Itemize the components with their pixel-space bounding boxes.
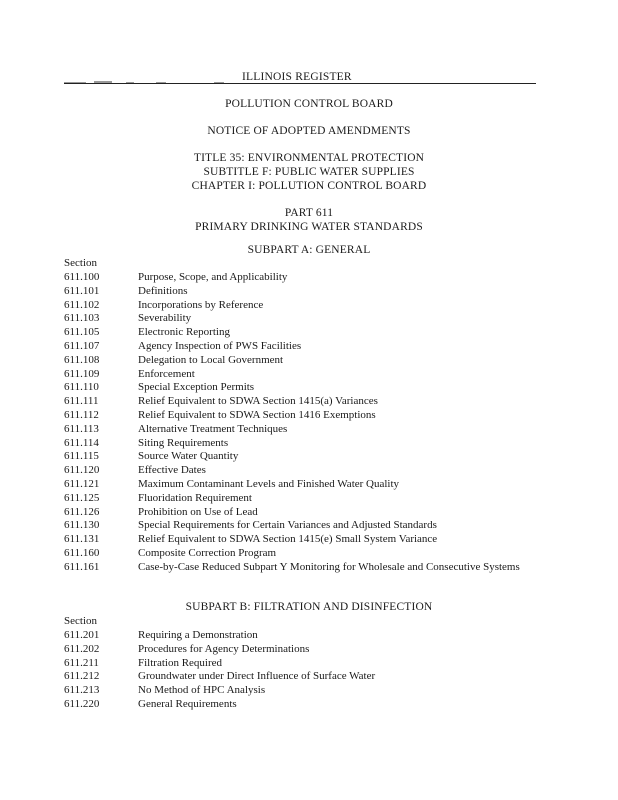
section-number: 611.121 [64, 477, 100, 490]
section-title: Siting Requirements [138, 436, 229, 449]
toc-row [64, 561, 564, 575]
section-number: 611.113 [64, 422, 99, 435]
section-title: Agency Inspection of PWS Facilities [138, 339, 302, 352]
toc-row [64, 478, 564, 492]
subpart-b-heading: SUBPART B: FILTRATION AND DISINFECTION [185, 601, 433, 613]
section-title: Delegation to Local Government [138, 353, 284, 366]
header-rule [64, 83, 536, 84]
section-title: Purpose, Scope, and Applicability [138, 271, 288, 283]
chapter-line: CHAPTER I: POLLUTION CONTROL BOARD [191, 180, 427, 192]
notice-title: NOTICE OF ADOPTED AMENDMENTS [207, 125, 411, 137]
section-title: Prohibition on Use of Lead [138, 505, 258, 518]
agency-name: POLLUTION CONTROL BOARD [225, 98, 393, 110]
toc-row [64, 492, 564, 506]
section-title: Relief Equivalent to SDWA Section 1416 Exemptions [138, 408, 376, 421]
toc-row [64, 450, 564, 464]
section-number: 611.102 [64, 298, 100, 311]
subtitle-line: SUBTITLE F: PUBLIC WATER SUPPLIES [203, 166, 415, 178]
part-number: PART 611 [284, 207, 334, 219]
toc-row [64, 326, 564, 340]
section-number: 611.131 [64, 533, 100, 546]
toc-row [64, 423, 564, 437]
section-number: 611.111 [64, 395, 99, 408]
title-line: TITLE 35: ENVIRONMENTAL PROTECTION [193, 152, 425, 164]
section-number: 611.161 [64, 560, 100, 573]
section-title: Case-by-Case Reduced Subpart Y Monitoring for Wholesale and Consecutive Systems [138, 560, 520, 573]
section-number: 611.109 [64, 367, 100, 380]
toc-row [64, 519, 564, 533]
section-number: 611.110 [64, 381, 99, 394]
section-title: Effective Dates [138, 464, 206, 477]
section-number: 611.160 [64, 546, 100, 559]
section-title: Electronic Reporting [138, 326, 230, 339]
section-number: 611.126 [64, 505, 100, 518]
section-title: Definitions [138, 284, 188, 297]
section-title: Filtration Required [138, 656, 223, 669]
toc-row [64, 340, 564, 354]
part-name: PRIMARY DRINKING WATER STANDARDS [195, 221, 423, 233]
toc-row [64, 437, 564, 451]
section-title: Requiring a Demonstration [138, 629, 258, 641]
section-title: Fluoridation Requirement [138, 491, 252, 504]
section-number: 611.212 [64, 670, 100, 683]
section-number: 611.114 [64, 436, 99, 449]
register-header: ILLINOIS REGISTER [242, 71, 352, 83]
section-title: Groundwater under Direct Influence of Surface Water [138, 670, 376, 683]
section-title: Procedures for Agency Determinations [138, 642, 310, 655]
section-number: 611.105 [64, 326, 100, 339]
section-number: 611.130 [64, 519, 100, 532]
toc-row [64, 698, 564, 712]
subpart-b-table-of-contents [64, 629, 564, 712]
section-number: 611.115 [64, 450, 99, 463]
toc-row [64, 381, 564, 395]
toc-row [64, 670, 564, 684]
section-title: General Requirements [138, 697, 237, 710]
toc-row [64, 354, 564, 368]
section-label: Section [64, 615, 97, 627]
toc-row [64, 629, 564, 643]
section-number: 611.120 [64, 464, 100, 477]
section-title: Composite Correction Program [138, 546, 277, 559]
toc-row [64, 395, 564, 409]
toc-row [64, 533, 564, 547]
section-title: Incorporations by Reference [138, 298, 264, 311]
section-title: Source Water Quantity [138, 450, 239, 463]
section-title: No Method of HPC Analysis [138, 684, 266, 697]
toc-row [64, 547, 564, 561]
toc-row [64, 312, 564, 326]
toc-row [64, 506, 564, 520]
toc-row [64, 684, 564, 698]
section-title: Special Requirements for Certain Variances and Adjusted Standards [138, 519, 437, 532]
section-title: Special Exception Permits [138, 381, 255, 394]
toc-row [64, 464, 564, 478]
section-number: 611.202 [64, 642, 100, 655]
toc-row [64, 409, 564, 423]
toc-row [64, 271, 564, 285]
section-number: 611.108 [64, 353, 100, 366]
section-number: 611.125 [64, 491, 100, 504]
subpart-a-heading: SUBPART A: GENERAL [247, 244, 371, 256]
section-title: Alternative Treatment Techniques [138, 422, 288, 435]
toc-row [64, 643, 564, 657]
subpart-a-table-of-contents [64, 271, 564, 575]
section-number: 611.220 [64, 697, 100, 710]
section-number: 611.211 [64, 656, 99, 669]
section-label: Section [64, 257, 97, 269]
section-number: 611.101 [64, 284, 100, 297]
section-number: 611.107 [64, 339, 100, 352]
toc-row [64, 285, 564, 299]
section-title: Relief Equivalent to SDWA Section 1415(e) Small System Variance [138, 533, 438, 546]
section-number: 611.112 [64, 408, 99, 421]
section-title: Maximum Contaminant Levels and Finished Water Quality [138, 477, 400, 490]
section-number: 611.213 [64, 684, 100, 697]
section-title: Enforcement [138, 367, 195, 380]
section-number: 611.100 [64, 271, 100, 283]
section-title: Relief Equivalent to SDWA Section 1415(a) Variances [138, 395, 378, 408]
section-number: 611.103 [64, 312, 100, 325]
section-title: Severability [138, 312, 192, 325]
toc-row [64, 368, 564, 382]
toc-row [64, 657, 564, 671]
section-number: 611.201 [64, 629, 100, 641]
toc-row [64, 299, 564, 313]
